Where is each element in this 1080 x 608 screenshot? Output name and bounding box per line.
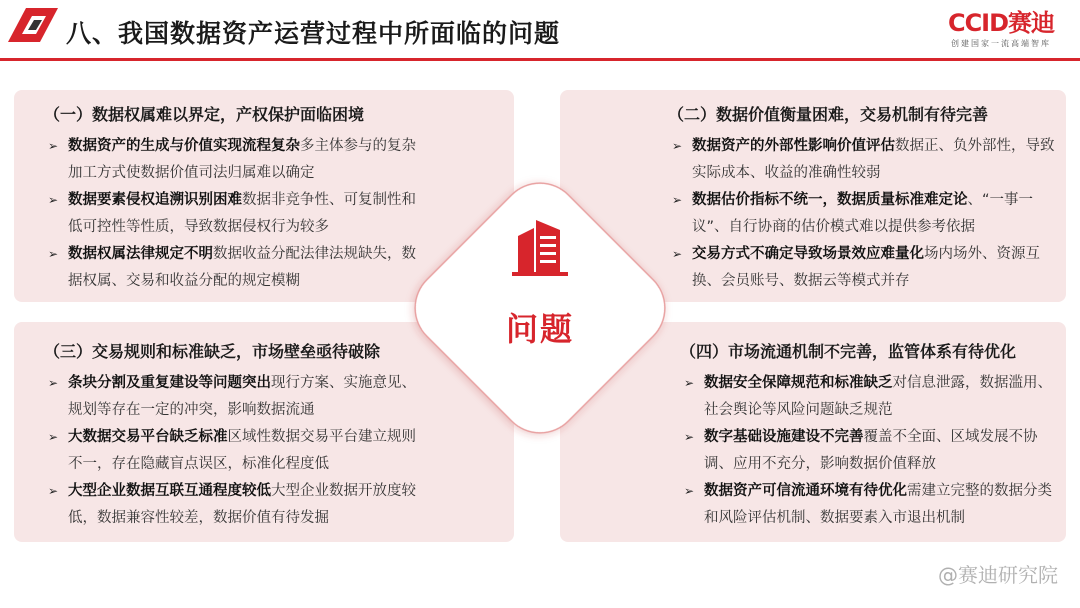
arrow-bullet-icon: ➢: [684, 430, 695, 444]
list-item: [680, 424, 1060, 478]
arrow-bullet-icon: ➢: [48, 247, 59, 261]
list-item: [44, 241, 424, 295]
brand-tagline: 创建国家一流高端智库: [951, 39, 1051, 48]
section-heading: （二）数据价值衡量困难，交易机制有待完善: [668, 105, 989, 124]
brand-name: CCID赛迪: [947, 9, 1055, 37]
item-keyword: 数据权属法律规定不明: [68, 246, 213, 262]
section-4: [680, 340, 1060, 532]
watermark: @赛迪研究院: [938, 563, 1058, 587]
list-item: [44, 424, 424, 478]
section-1: [44, 103, 424, 295]
item-keyword: 数据资产的外部性影响价值评估: [692, 138, 895, 154]
section-3: [44, 340, 424, 532]
section-heading: （三）交易规则和标准缺乏，市场壁垒亟待破除: [44, 342, 381, 361]
list-item: [680, 478, 1060, 532]
header: [0, 0, 1080, 62]
item-keyword: 数据估价指标不统一，数据质量标准难定论: [692, 192, 968, 208]
item-keyword: 条块分割及重复建设等问题突出: [68, 375, 271, 391]
item-text: 覆盖不全面、区域发展不协调、应用不充分，影响数据价值释放: [704, 429, 1038, 472]
arrow-bullet-icon: ➢: [48, 484, 59, 498]
item-text: 场内场外、资源互换、会员账号、数据云等模式并存: [692, 246, 1040, 289]
item-text: 需建立完整的数据分类和风险评估机制、数据要素入市退出机制: [704, 483, 1052, 526]
arrow-bullet-icon: ➢: [672, 247, 683, 261]
item-keyword: 数字基础设施建设不完善: [704, 429, 864, 445]
arrow-bullet-icon: ➢: [48, 376, 59, 390]
item-keyword: 数据要素侵权追溯识别困难: [68, 192, 242, 208]
arrow-bullet-icon: ➢: [48, 139, 59, 153]
arrow-bullet-icon: ➢: [684, 376, 695, 390]
list-item: [668, 187, 1058, 241]
item-keyword: 数据资产可信流通环境有待优化: [704, 483, 907, 499]
list-item: [680, 370, 1060, 424]
item-text: 现行方案、实施意见、规划等存在一定的冲突，影响数据流通: [68, 375, 416, 418]
item-text: 大型企业数据开放度较低，数据兼容性较差，数据价值有待发掘: [68, 483, 416, 526]
header-divider: [0, 58, 1080, 61]
building-icon: [508, 214, 572, 278]
item-text: 区域性数据交易平台建立规则不一，存在隐藏盲点误区，标准化程度低: [68, 429, 416, 472]
item-text: 数据收益分配法律法规缺失，数据权属、交易和收益分配的规定模糊: [68, 246, 416, 289]
brand-logo: [936, 10, 1066, 49]
slash-logo-icon: [8, 8, 58, 42]
center-label: 问题: [505, 310, 574, 348]
arrow-bullet-icon: ➢: [672, 139, 683, 153]
item-keyword: 大数据交易平台缺乏标准: [68, 429, 228, 445]
section-2: [668, 103, 1058, 295]
item-keyword: 大型企业数据互联互通程度较低: [68, 483, 271, 499]
item-text: 对信息泄露，数据滥用、社会舆论等风险问题缺乏规范: [704, 375, 1052, 418]
item-keyword: 交易方式不确定导致场景效应难量化: [692, 246, 924, 262]
item-text: 多主体参与的复杂加工方式使数据价值司法归属难以确定: [68, 138, 416, 181]
item-text: 数据非竞争性、可复制性和低可控性等性质，导致数据侵权行为较多: [68, 192, 416, 235]
item-text: 、“一事一议”、自行协商的估价模式难以提供参考依据: [692, 192, 1034, 235]
list-item: [44, 370, 424, 424]
item-text: 数据正、负外部性，导致实际成本、收益的准确性较弱: [692, 138, 1055, 181]
item-keyword: 数据资产的生成与价值实现流程复杂: [68, 138, 300, 154]
arrow-bullet-icon: ➢: [48, 193, 59, 207]
list-item: [44, 133, 424, 187]
list-item: [44, 478, 424, 532]
arrow-bullet-icon: ➢: [684, 484, 695, 498]
list-item: [668, 241, 1058, 295]
list-item: [668, 133, 1058, 187]
arrow-bullet-icon: ➢: [48, 430, 59, 444]
list-item: [44, 187, 424, 241]
item-keyword: 数据安全保障规范和标准缺乏: [704, 375, 893, 391]
section-heading: （四）市场流通机制不完善，监管体系有待优化: [680, 342, 1017, 361]
section-heading: （一）数据权属难以界定，产权保护面临困境: [44, 105, 365, 124]
page-title: 八、我国数据资产运营过程中所面临的问题: [66, 19, 561, 48]
arrow-bullet-icon: ➢: [672, 193, 683, 207]
